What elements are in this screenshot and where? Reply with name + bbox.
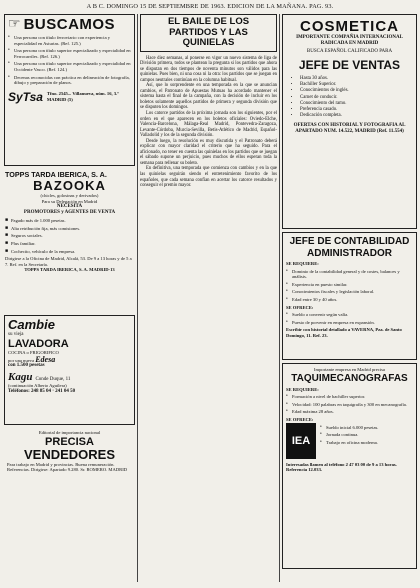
requirements-list xyxy=(286,76,413,119)
shop-logo: Kagu xyxy=(8,371,33,384)
article-paragraph: En definitiva, una temporada que comienza con cambios y en la que las quinielas seguirán siendo el entretenimiento favorito de los españoles, que cada semana confían en acertar los catorce resultados y conseguir el premio mayor. xyxy=(140,166,277,189)
list-item: • Conocimientos fiscales y legislación laboral. xyxy=(286,289,375,295)
ad-buscamos xyxy=(4,14,135,166)
ad-top-line: Editorial de importancia nacional xyxy=(38,430,101,435)
sytsa-logo: SyTsa xyxy=(8,89,43,104)
ad-need: NECESITA xyxy=(56,204,83,210)
section-heading: SE REQUIERE: xyxy=(286,261,319,266)
list-item: • Jornada continua. xyxy=(320,432,359,438)
list-item: • Velocidad: 100 palabras en taquigrafía y 300 en mecanografía. xyxy=(286,401,407,407)
section-heading: SE OFRECE: xyxy=(286,304,314,310)
ad-role: JEFE DE VENTAS xyxy=(298,58,401,72)
list-item: • Una persona con título ferroviario con experiencia y especialidad en Asturias. (Ref. 125.) xyxy=(8,35,111,46)
column-right xyxy=(282,14,417,582)
shop-address: Conde Duque, 11 xyxy=(35,377,71,383)
ad-title: JEFE DE CONTABILIDAD ADMINISTRADOR xyxy=(289,236,410,259)
product-subtitle: (chicles, golosinas y derivados) xyxy=(40,193,99,198)
list-item: • Trabajo en oficina moderna. xyxy=(320,439,378,445)
ad-roles: PROMOTORES y AGENTES DE VENTA xyxy=(23,210,116,216)
ad-line: su vieja xyxy=(8,332,24,337)
ad-title: BUSCAMOS xyxy=(23,16,116,33)
list-item: • Conocimiento del ramo. xyxy=(300,101,413,107)
list-item: • Una persona con título superior especializado y especialidad en Ferrocarriles. (Ref. 126.) xyxy=(8,48,131,59)
list-item: • Una persona con título superior especializado y especialidad en Occidente Vasco. (Ref. 124.) xyxy=(8,61,131,72)
list-item: ■ Alta retribución fija, más comisiones. xyxy=(5,225,81,231)
product-name: BAZOOKA xyxy=(33,178,106,193)
ad-topps xyxy=(4,169,135,315)
ad-line: COCINA o FRIGORIFICO xyxy=(8,350,59,355)
ad-top-line: Importante empresa en Madrid precisa xyxy=(314,367,385,372)
edesa-logo: Edesa xyxy=(35,354,56,364)
ad-line: Para su Delegación en Madrid xyxy=(41,198,98,204)
ad-headline: Cambie xyxy=(8,317,55,332)
section-heading: SE REQUIERE: xyxy=(286,386,319,392)
ad-line: por una nueva xyxy=(8,357,35,363)
ad-title: TAQUIMECANOGRAFAS xyxy=(291,372,408,384)
section-heading: SE OFRECE: xyxy=(286,416,314,422)
article-title: EL BAILE DE LOS PARTIDOS Y LAS QUINIELAS xyxy=(167,16,250,48)
column-left xyxy=(4,14,135,582)
iea-logo: IEA xyxy=(286,423,316,459)
shop-subtitle: (continuación Alberto Aguilera) xyxy=(8,383,67,389)
ad-footer: Tfno. 2545... Villanueva, núm. 16, 3.º MADRID (5) xyxy=(46,91,119,102)
list-item: • Sueldo a convenir según valía. xyxy=(286,312,349,318)
list-item: • Decenas reconocidas con práctica en delineación de fotografía, dibujo y preparación de planos. xyxy=(8,74,130,86)
article-paragraph: Los catorce partidos de la próxima jornada son los siguientes, por el orden en el que aparecen en los boletos oficiales: Oviedo-Elche, Valencia-Barcelona, Málaga-Real Madrid, Pontevedra-Zaragoza, Levante-Córdoba, Murcia-Sevilla, Betis-Atlético de Madrid, Español-Valladolid y los de la segunda división. xyxy=(140,110,277,139)
ad-brand: LAVADORA xyxy=(8,338,69,350)
list-item: • Preferencia casado. xyxy=(300,107,413,113)
ad-contact: Escribir con historial detallado a VAVERNA, Pza. de Santo Domingo, 11. Ref. 23. xyxy=(286,327,402,338)
page-header: A B C. DOMINGO 15 DE SEPTIEMBRE DE 1963. EDICION DE LA MAÑANA. PAG. 93. xyxy=(86,3,334,10)
ad-title: COSMETICA xyxy=(300,18,399,35)
ad-title: PRECISA xyxy=(45,435,94,448)
ad-line: con 1.500 pesetas xyxy=(8,363,45,369)
column-middle xyxy=(140,14,277,582)
ad-cambie xyxy=(4,315,135,425)
list-item: • Hasta 30 años. xyxy=(300,76,413,82)
ad-contact: Dirigirse a la Oficina de Madrid, Alcalá, 53. De 9 a 13 horas y de 5 a 7. Ref. en la Secretaría. xyxy=(5,256,132,267)
list-item: ■ Plus familiar. xyxy=(5,240,36,246)
ad-vendedores xyxy=(4,428,135,475)
list-item: ■ Cochecito, vehículo de la empresa. xyxy=(5,248,76,254)
ad-ofertas: OFERTAS CON HISTORIAL Y FOTOGRAFIA AL APARTADO NUM. 14.522, MADRID (Ref. 11.554) xyxy=(293,123,406,135)
column-rule-2 xyxy=(279,14,280,582)
list-item: • Puesto de porvenir en empresa en expansión. xyxy=(286,319,375,325)
list-item: • Bachiller Superior. xyxy=(300,82,413,88)
article-paragraph: Desde luego, la resolución es muy discutida y el Patronato deberá explicar con mayor claridad el criterio que ha seguido. Para el aficionado, no tener en cuenta las quinielas en los partidos que se juegan el sábado supone un perjuicio, pues muchos de ellos esperan toda la semana para rellenar su boleto. xyxy=(140,138,277,166)
shop-phones: Teléfonos: 248 85 04 · 241 04 50 xyxy=(8,388,76,394)
list-item: • Dominio de la contabilidad general y de costes, balances y análisis. xyxy=(286,268,400,280)
list-item: • Dedicación completa. xyxy=(300,113,413,119)
list-item: ■ Pagado más de 1.000 pesetas. xyxy=(5,218,66,224)
ad-line: BUSCA ESPAÑOL CALIFICADO PARA xyxy=(306,49,393,54)
pointing-hand-icon: ☞ xyxy=(8,17,21,32)
ad-description: Para trabajo en Madrid y provincias. Buena remuneración. Referencias. Dirigirse: Apartado 9.280. Sr. ROMERO. MADRID xyxy=(7,461,128,473)
article-paragraph: Hace diez semanas, al ponerse en vigor un nuevo sistema de liga de División primera, todos se plantean la pregunta si los partidos que ahora se disputan en dos tiempos de noventa minutos son válidos para las quinielas. Pues bien, ni una cosa ni la otra: los partidos que se juegan en campos neutrales continúan en la columna habitual. xyxy=(140,55,277,83)
ad-contact: Interesadas llamen al teléfono 2 47 03 00 de 9 a 13 horas. Referencia 12.033. xyxy=(286,461,397,473)
ad-jefe-contabilidad xyxy=(282,232,417,360)
list-item: • Edad entre 30 y 40 años. xyxy=(286,296,338,302)
article-paragraph: Así, que lo sorprendente en una temporada en la que se anuncian cambios, el Patronato de Apuestas Mutuas ha acordado mantener el sistema hasta el final de la campaña, con la decisión de incluir en los boletos solamente aquellos partidos de primera y segunda división que se disputen los domingos. xyxy=(140,83,277,111)
list-item: • Edad máxima 28 años. xyxy=(286,409,334,415)
ad-line: IMPORTANTE COMPAÑIA INTERNACIONAL RADICADA EN MADRID xyxy=(296,35,403,46)
list-item: • Conocimientos de inglés. xyxy=(300,88,413,94)
ad-cosmetica xyxy=(282,14,417,229)
list-item: • Carnet de conducir. xyxy=(300,95,413,101)
company-name: TOPPS TARDA IBERICA, S. A. xyxy=(5,170,107,179)
list-item: • Formación a nivel de bachiller superior. xyxy=(286,394,366,400)
list-item: ■ Seguros sociales. xyxy=(5,233,43,239)
list-item: • Sueldo inicial 6.000 pesetas. xyxy=(320,424,379,430)
column-rule-1 xyxy=(137,14,138,582)
list-item: • Experiencia en puesto similar. xyxy=(286,281,348,287)
ad-headline: VENDEDORES xyxy=(23,446,116,462)
article-title-box xyxy=(140,14,277,52)
ad-address: TOPPS TARDA IBERICA, S. A. MADRID-13 xyxy=(24,267,115,273)
ad-taquimecanografas xyxy=(282,363,417,569)
